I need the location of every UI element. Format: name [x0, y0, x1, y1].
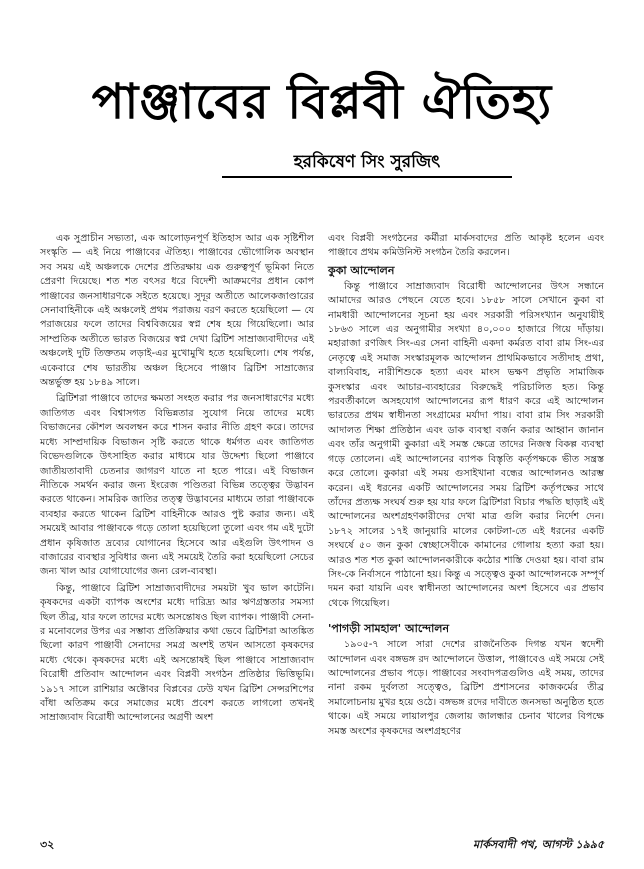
body-paragraph: ১৯০৫-৭ সালে সারা দেশের রাজনৈতিক দিগন্ত যখন স্বদেশী আন্দোলন এবং বঙ্গভঙ্গ রদ আন্দোলনে উত্তাল, পাঞ্জাবেও এই সময়ে সেই আন্দোলনের প্রভাব পড়ে। পাঞ্জাবের সংবাদপত্রগুলিও এই সময়, তাদের নানা রকম দুর্বলতা সত্ত্বেও, ব্রিটিশ প্রশাসনের কাজকর্মের তীব্র সমালোচনায় মুখর হয়ে ওঠে। বঙ্গভঙ্গ রদের দাবীতে জনসভা অনুষ্ঠিত হতে থাকে। এই সময়ে লায়ালপুর জেলায় জালন্ধার চেনাব খালের বিপক্ষে সমস্ত অংশের কৃষকদের অংশগ্রহণের	[328, 639, 604, 737]
right-column	[328, 232, 604, 739]
body-paragraph: ব্রিটিশরা পাঞ্জাবে তাদের ক্ষমতা সংহত করার পর জনসাধারণের মধ্যে জাতিগত এবং বিশ্বাসগত বিভিন্নতার সুযোগ নিয়ে তাদের মধ্যে বিভাজনের কৌশল অবলম্বন করে শাসন করার নীতি গ্রহণ করে। তাদের মধ্যে সাম্প্রদায়িক বিভাজন সৃষ্টি করতে থাকে ধর্মগত এবং জাতিগত বিভেদগুলিকে উৎসাহিত করার মাধ্যমে যার উদ্দেশ্য ছিলো পাঞ্জাবে জাতীয়তাবাদী চেতনার জাগরণ যাতে না হতে পারে। এই বিভাজন নীতিকে সমর্থন করার জন্য ইংরেজ পণ্ডিতরা বিভিন্ন তত্ত্বের উদ্ভাবন করতে থাকেন। সামরিক জাতির তত্ত্ব উদ্ভাবনের মাধ্যমে তারা পাঞ্জাবকে ব্যবহার করতে থাকেন ব্রিটিশ বাহিনীকে আরও পুষ্ট করার জন্য। এই সময়েই আবার পাঞ্জাবকে গড়ে তোলা হয়েছিলো তুলো এবং গম এই দুটো প্রধান কৃষিজাত দ্রব্যের যোগানের হিসেবে আর এইগুলি উৎপাদন ও বাজারের ব্যবস্থার সুবিধার জন্য এই সময়েই তৈরি করা হয়েছিলো সেচের জন্য খাল আর যোগাযোগের জন্য রেল-ব্যবস্থা।	[40, 393, 314, 578]
left-column	[40, 232, 314, 726]
page-footer	[40, 834, 604, 854]
journal-name: মার্কসবাদী পথ, আগস্ট ১৯৯৫	[473, 838, 604, 851]
author-underline	[222, 176, 512, 178]
section-heading-pagri: 'পাগড়ী সামহাল' আন্দোলন	[328, 622, 450, 636]
continued-paragraph: এবং বিপ্লবী সংগঠনের কর্মীরা মার্কসবাদের প্রতি আকৃষ্ট হলেন এবং পাঞ্জাবে প্রথম কমিউনিস্ট সংগঠন তৈরি করলেন।	[328, 233, 604, 259]
body-paragraph: কিন্তু পাঞ্জাবে সাম্রাজ্যবাদ বিরোধী আন্দোলনের উৎস সন্ধানে আমাদের আরও পেছনে যেতে হবে। ১৮৫৮ সালে সেখানে কুকা বা নামধারী আন্দোলনের সূচনা হয় এবং সরকারী পরিসংখ্যান অনুযায়ীই ১৮৬৩ সালে এর অনুগামীর সংখ্যা ৪০,০০০ হাজারে গিয়ে দাঁড়ায়। মহারাজা রণজিৎ সিং-এর সেনা বাহিনী একদা কর্মরত বাবা রাম সিং-এর নেতৃত্বে এই সমাজ সংস্কারমূলক আন্দোলন প্রাথমিকভাবে সতীদাহ প্রথা, বাল্যবিবাহ, নারীশিশুকে হত্যা এবং মাংস ভক্ষণ প্রভৃতি সামাজিক কুসংস্কার এবং আচার-ব্যবহারের বিরুদ্ধেই পরিচালিত হত। কিন্তু পরবর্তীকালে অসহযোগ আন্দোলনের রূপ ধারণ করে এই আন্দোলন ভারতের প্রথম স্বাধীনতা সংগ্রামের মর্যাদা পায়। বাবা রাম সিং সরকারী আদালত শিক্ষা প্রতিষ্ঠান এবং ডাক ব্যবস্থা বর্জন করার আহ্বান জানান এবং তাঁর অনুগামী কুকারা এই সমস্ত ক্ষেত্রে তাদের নিজস্ব বিকল্প ব্যবস্থা গড়ে তোলেন। এই আন্দোলনের ব্যাপক বিস্তৃতি কর্তৃপক্ষকে ভীত সন্ত্রস্ত করে তোলে। কুকারা এই সময় গুসাইখানা বন্ধের আন্দোলনও আরম্ভ করেন। এই ধরনের একটি আন্দোলনের সময় ব্রিটিশ কর্তৃপক্ষের সাথে তাঁদের প্রত্যক্ষ সংঘর্ষ শুরু হয় যার ফলে ব্রিটিশরা বিচার পদ্ধতি ছাড়াই এই আন্দোলনের অংশগ্রহণকারীদের দেখা মাত্র গুলি করার নির্দেশ দেন। ১৮৭২ সালের ১৭ই জানুয়ারি মালের কোটলা-তে এই ধরনের একটি সংঘর্ষে ৫০ জন কুকা স্বেচ্ছাসেবীকে কামানের গোলায় হত্যা করা হয়। আরও শত শত কুকা আন্দোলনকারীকে কঠোর শাস্তি দেওয়া হয়। বাবা রাম সিং-কে নির্বাসনে পাঠানো হয়। কিন্তু এ সত্ত্বেও কুকা আন্দোলনকে সম্পূর্ণ দমন করা যায়নি এবং স্বাধীনতা আন্দোলনের অংশ হিসেবে এর প্রভাব থেকে গিয়েছিল।	[328, 280, 604, 609]
article-title: পাঞ্জাবের বিপ্লবী ঐতিহ্য	[91, 74, 553, 130]
body-paragraph: কিন্তু, পাঞ্জাবে ব্রিটিশ সাম্রাজ্যবাদীদের সময়টা খুব ভাল কাটেনি। কৃষকদের একটা ব্যাপক অংশের মধ্যে দারিদ্র্য আর ঋণগ্রস্ততার সমস্যা ছিল তীব্র, যার ফলে তাদের মধ্যে অসন্তোষও ছিল ব্যাপক। পাঞ্জাবী সেনা-র মনোবলের উপর এর সম্ভাব্য প্রতিক্রিয়ার কথা ভেবে ব্রিটিশরা আতঙ্কিত ছিলো কারণ পাঞ্জাবী সেনাদের সমগ্র অংশই তখন আসতো কৃষকদের মধ্যে থেকে। কৃষকদের মধ্যে এই অসন্তোষই ছিল পাঞ্জাবে সাম্রাজ্যবাদ বিরোধী প্রতিবাদ আন্দোলন এবং বিপ্লবী সংগঠন প্রতিষ্ঠার ভিত্তিভূমি। ১৯১৭ সালে রাশিয়ার অক্টোবর বিপ্লবের ঢেউ যখন ব্রিটিশ সেন্সরশিপের বাঁধা অতিক্রম করে সমাজের মধ্যে প্রবেশ করতে লাগলো তখনই সাম্রাজ্যবাদ বিরোধী আন্দোলনের অগ্রণী অংশ	[40, 582, 314, 724]
body-paragraph: এক সুপ্রাচীন সভ্যতা, এক আলোড়নপূর্ণ ইতিহাস আর এক সৃষ্টিশীল সংস্কৃতি — এই নিয়ে পাঞ্জাবের ঐতিহ্য। পাঞ্জাবের ভৌগোলিক অবস্থান সব সময় এই অঞ্চলকে দেশের প্রতিরক্ষায় এক গুরুত্বপূর্ণ ভূমিকা নিতে প্রেরণা দিয়েছে। শত শত বৎসর ধরে বিদেশী আক্রমণের প্রধান কোপ পাঞ্জাবের জনসাধারণকে সইতে হয়েছে। সুদূর অতীতে আলেকজাণ্ডারের সেনাবাহিনীকে এই অঞ্চলেই প্রথম পরাজয় বরণ করতে হয়েছিলো — যে পরাজয়ের ফলে তাদের বিশ্ববিজয়ের স্বপ্ন শেষ হয়ে গিয়েছিলো। আর সাম্প্রতিক অতীতে ভারত বিজয়ের স্বপ্ন দেখা ব্রিটিশ সাম্রাজ্যবাদীদের এই অঞ্চলেই দুটি তিক্ততম লড়াই-এর মুখোমুখি হতে হয়েছিলো। শেষ পর্যন্ত, একেবারে শেষ ভারতীয় অঞ্চল হিসেবে পাঞ্জাব ব্রিটিশ সাম্রাজ্যের অন্তর্ভুক্ত হয় ১৮৪৯ সালে।	[40, 233, 314, 389]
section-heading-kuka: কুকা আন্দোলন	[328, 263, 395, 277]
page-number: ৩২	[40, 838, 55, 851]
article-author: হরকিষেণ সিং সুরজিৎ	[293, 152, 441, 172]
